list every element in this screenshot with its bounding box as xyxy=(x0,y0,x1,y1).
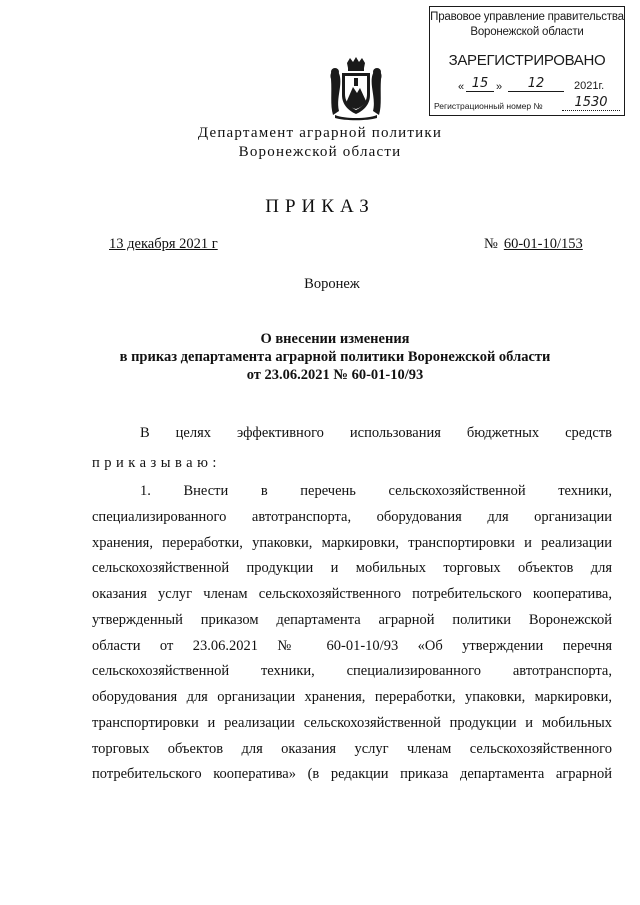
body-line: 1. Внести в перечень сельскохозяйственной техники, xyxy=(140,483,612,499)
stamp-quote-close: » xyxy=(496,81,503,93)
stamp-day: 15 xyxy=(466,76,494,92)
stamp-reg-number-value: 1530 xyxy=(562,95,620,111)
stamp-authority-line1: Правовое управление правительства xyxy=(430,11,624,23)
body-line: приказываю: xyxy=(92,455,221,471)
document-type-title: ПРИКАЗ xyxy=(265,196,375,217)
document-date: 13 декабря 2021 г xyxy=(109,236,218,252)
body-line: оказания услуг членам сельскохозяйственного потребительского кооператива, xyxy=(92,586,612,602)
stamp-month: 12 xyxy=(508,76,564,92)
subject-line2: в приказ департамента аграрной политики Воронежской области xyxy=(119,349,551,365)
body-line: специализированного автотранспорта, оборудования для организации xyxy=(92,509,612,525)
document-number-value: 60-01-10/153 xyxy=(503,236,583,252)
stamp-date xyxy=(456,76,622,95)
stamp-authority-line2: Воронежской области xyxy=(470,26,584,38)
stamp-reg-number-label: Регистрационный номер № xyxy=(434,101,543,111)
subject-line1: О внесении изменения xyxy=(260,331,410,347)
document-number-prefix: № xyxy=(484,236,498,252)
body-line: торговых объектов для оказания услуг членам сельскохозяйственного xyxy=(92,741,612,757)
body-line: утвержденный приказом департамента аграрной политики Воронежской xyxy=(92,612,612,628)
body-line: потребительского кооператива» (в редакции приказа департамента аграрной xyxy=(92,766,612,782)
registration-stamp xyxy=(429,6,625,116)
department-name-line2: Воронежской области xyxy=(238,144,402,160)
stamp-quote-open: « xyxy=(458,81,465,93)
body-line: сельскохозяйственной техники, специализированного автотранспорта, xyxy=(92,663,612,679)
body-line: В целях эффективного использования бюджетных средств xyxy=(140,425,612,441)
department-name-line1: Департамент аграрной политики xyxy=(197,125,443,141)
body-line: области от 23.06.2021 № 60-01-10/93 «Об утверждении перечня xyxy=(92,638,612,654)
body-line: хранения, переработки, упаковки, маркировки, транспортировки и реализации xyxy=(92,535,612,551)
document-number xyxy=(484,236,583,253)
document-city: Воронеж xyxy=(304,276,360,292)
coat-of-arms-icon xyxy=(327,57,385,121)
stamp-reg-number xyxy=(434,95,622,113)
stamp-year: 2021г. xyxy=(574,80,605,92)
body-line: транспортировки и реализации сельскохозяйственной продукции и мобильных xyxy=(92,715,612,731)
body-line: сельскохозяйственной продукции и мобильных торговых объектов для xyxy=(92,560,612,576)
stamp-registered-label: ЗАРЕГИСТРИРОВАНО xyxy=(448,52,606,69)
body-line: оборудования для организации хранения, переработки, упаковки, маркировки, xyxy=(92,689,612,705)
subject-line3: от 23.06.2021 № 60-01-10/93 xyxy=(246,367,424,383)
